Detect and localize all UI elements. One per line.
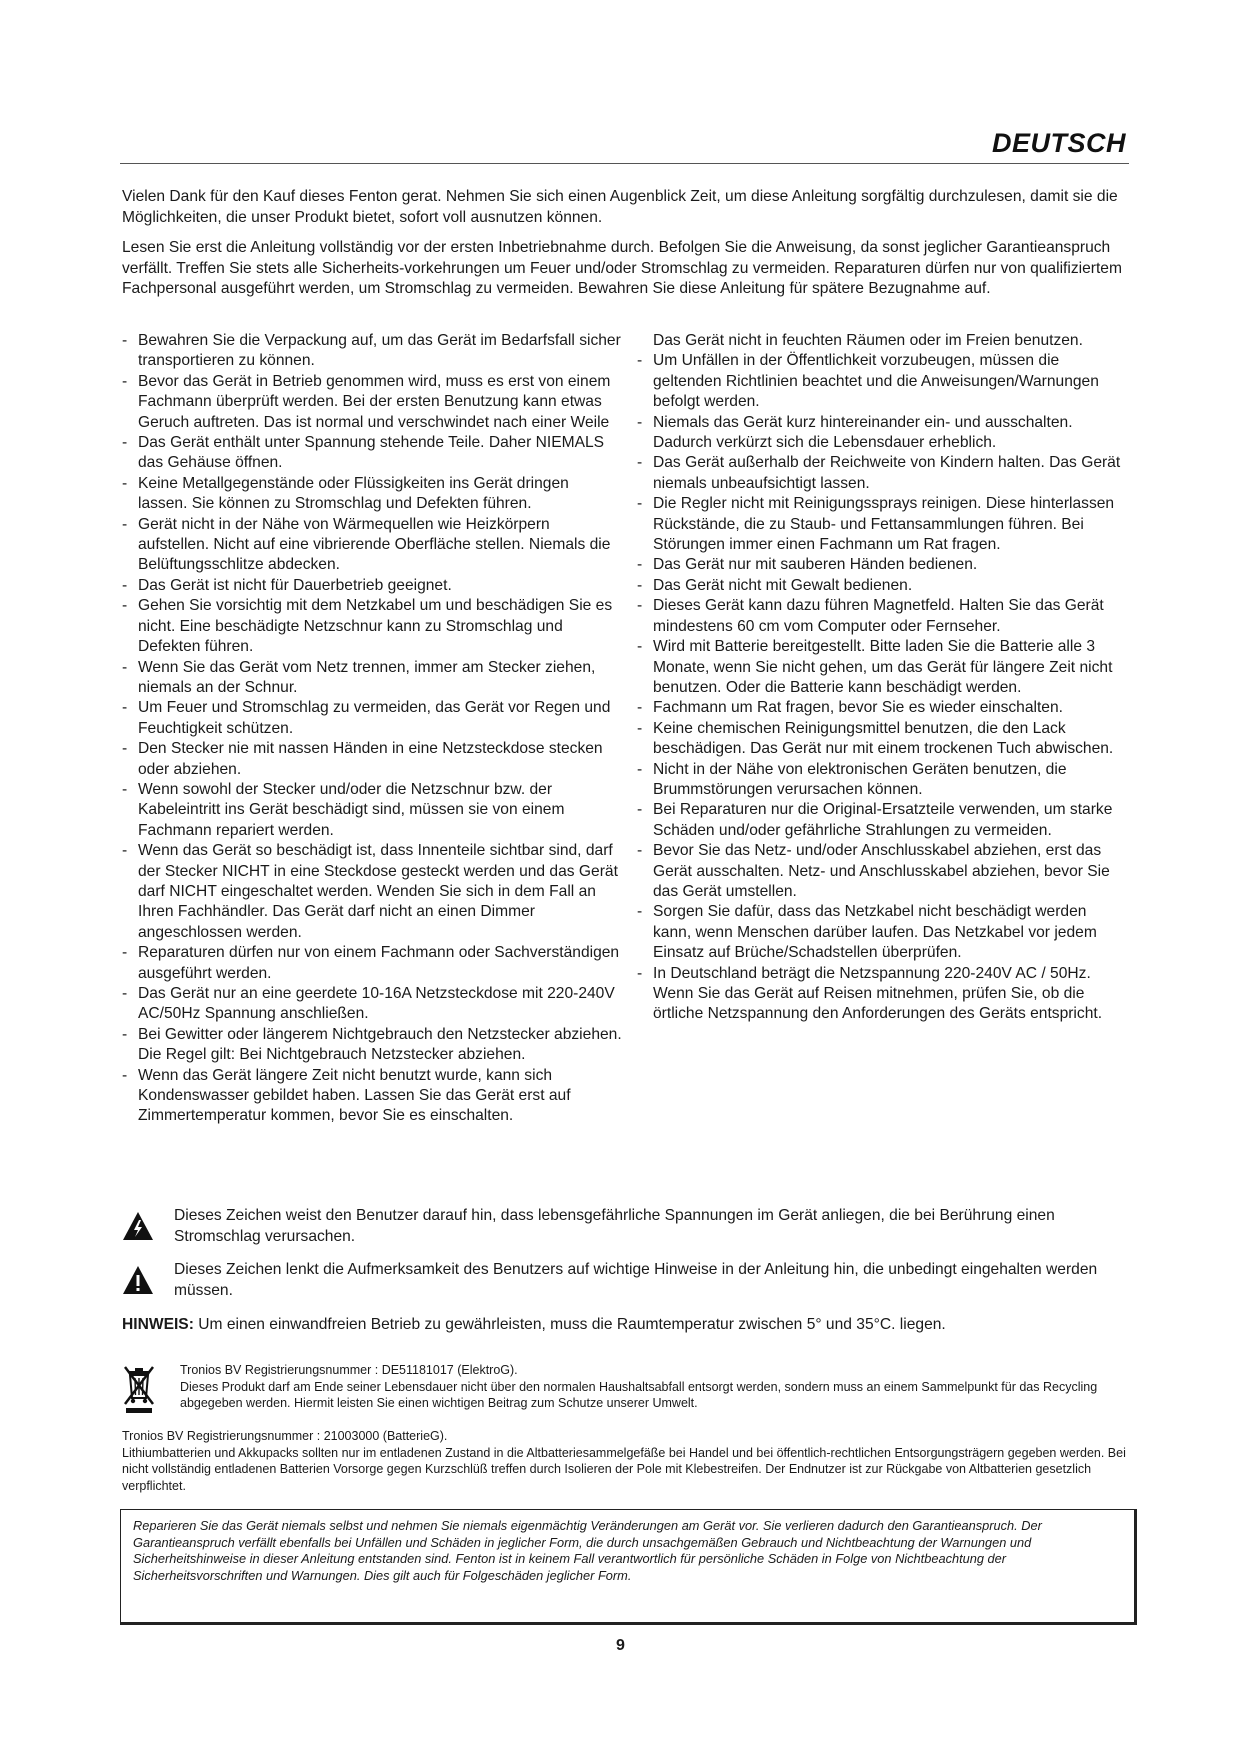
weee-text [180, 1362, 1130, 1412]
list-item: - Wenn sowohl der Stecker und/oder die Netzschnur bzw. der Kabeleintritt ins Gerät beschädigt sind, müssen sie von einem Fachmann repariert werden. [122, 780, 622, 841]
list-item: - Wird mit Batterie bereitgestellt. Bitte laden Sie die Batterie alle 3 Monate, wenn Sie nicht gehen, um das Gerät für längere Zeit nicht benutzen. Oder die Batterie kann beschädigt werden. [637, 637, 1122, 698]
list-item: - Gehen Sie vorsichtig mit dem Netzkabel um und beschädigen Sie es nicht. Eine beschädigte Netzschnur kann zu Stromschlag und Defekten führen. [122, 596, 622, 657]
list-item: - Reparaturen dürfen nur von einem Fachmann oder Sachverständigen ausgeführt werden. [122, 943, 622, 984]
battery-section [122, 1428, 1132, 1494]
list-item: - Wenn Sie das Gerät vom Netz trennen, immer am Stecker ziehen, niemals an der Schnur. [122, 658, 622, 699]
list-item: - Die Regler nicht mit Reinigungssprays reinigen. Diese hinterlassen Rückstände, die zu Staub- und Fettansammlungen führen. Bei Störungen immer einen Fachmann um Rat fragen. [637, 494, 1122, 555]
list-item: - Bevor das Gerät in Betrieb genommen wird, muss es erst von einem Fachmann überprüft werden. Bei der ersten Benutzung kann etwas Geruch auftreten. Das ist normal und verschwindet nach einer Weile [122, 372, 622, 433]
list-item: - In Deutschland beträgt die Netzspannung 220-240V AC / 50Hz. Wenn Sie das Gerät auf Reisen mitnehmen, prüfen Sie, ob die örtliche Netzspannung den Anforderungen des Geräts entspricht. [637, 964, 1122, 1025]
intro-paragraph-1: Vielen Dank für den Kauf dieses Fenton gerat. Nehmen Sie sich einen Augenblick Zeit, um diese Anleitung sorgfältig durchzulesen, damit sie die Möglichkeiten, die unser Produkt bietet, sofort voll ausnutzen können. [122, 188, 1118, 226]
list-item: - Bei Reparaturen nur die Original-Ersatzteile verwenden, um starke Schäden und/oder gefährliche Strahlungen zu vermeiden. [637, 800, 1122, 841]
weee-registration: Tronios BV Registrierungsnummer : DE51181017 (ElektroG). [180, 1363, 518, 1377]
list-item: - Wenn das Gerät so beschädigt ist, dass Innenteile sichtbar sind, darf der Stecker NICHT in eine Steckdose gesteckt werden und das Gerät darf NICHT eingeschaltet werden. Wenden Sie sich in dem Fall an Ihren Fachhändler. Das Gerät darf nicht an einen Dimmer angeschlossen werden. [122, 841, 622, 943]
list-item: - Dieses Gerät kann dazu führen Magnetfeld. Halten Sie das Gerät mindestens 60 cm vom Computer oder Fernseher. [637, 596, 1122, 637]
temperature-note [122, 1315, 1122, 1336]
disclaimer-box: Reparieren Sie das Gerät niemals selbst und nehmen Sie niemals eigenmächtig Veränderungen am Gerät vor. Sie verlieren dadurch den Garantieanspruch. Der Garantieanspruch verfällt ebenfalls bei Unfällen und Schäden in jeglicher Form, die durch unsachgemäßen Gebrauch und Nichtbeachtung der Warnungen und Sicherheitshinweise in dieser Anleitung entstanden sind. Fenton ist in keinem Fall verantwortlich für persönliche Schäden in Folge von Nichtbeachtung der Sicherheitsvorschriften und Warnungen. Dies gilt auch für Folgeschäden jeglicher Form. [120, 1509, 1137, 1625]
list-item: - Um Feuer und Stromschlag zu vermeiden, das Gerät vor Regen und Feuchtigkeit schützen. [122, 698, 622, 739]
lightning-warning-icon [122, 1210, 154, 1242]
voltage-warning-text: Dieses Zeichen weist den Benutzer darauf hin, dass lebensgefährliche Spannungen im Gerät anliegen, die bei Berührung einen Stromschlag verursachen. [174, 1207, 1055, 1245]
note-text: Um einen einwandfreien Betrieb zu gewährleisten, muss die Raumtemperatur zwischen 5° und 35°C. liegen. [193, 1316, 946, 1333]
language-heading: DEUTSCH [991, 128, 1126, 158]
list-item: - Bevor Sie das Netz- und/oder Anschlusskabel abziehen, erst das Gerät ausschalten. Netz- und Anschlusskabel abziehen, bevor Sie das Gerät umstellen. [637, 841, 1122, 902]
safety-list-right [637, 331, 1122, 1025]
list-item: - Niemals das Gerät kurz hintereinander ein- und ausschalten. Dadurch verkürzt sich die Lebensdauer erheblich. [637, 413, 1122, 454]
list-item: - Das Gerät ist nicht für Dauerbetrieb geeignet. [122, 576, 622, 596]
attention-warning-text: Dieses Zeichen lenkt die Aufmerksamkeit des Benutzers auf wichtige Hinweise in der Anleitung hin, die unbedingt eingehalten werden müssen. [174, 1261, 1098, 1299]
list-item: - Fachmann um Rat fragen, bevor Sie es wieder einschalten. [637, 698, 1122, 718]
crossed-out-bin-icon [122, 1364, 156, 1414]
page-number: 9 [616, 1637, 625, 1654]
list-item: - Keine chemischen Reinigungsmittel benutzen, die den Lack beschädigen. Das Gerät nur mit einem trockenen Tuch abwischen. [637, 719, 1122, 760]
battery-registration: Tronios BV Registrierungsnummer : 21003000 (BatterieG). [122, 1429, 448, 1443]
list-item: - Das Gerät außerhalb der Reichweite von Kindern halten. Das Gerät niemals unbeaufsichtigt lassen. [637, 453, 1122, 494]
list-item-continuation: Das Gerät nicht in feuchten Räumen oder im Freien benutzen. [653, 332, 1083, 349]
list-item: - Das Gerät nur mit sauberen Händen bedienen. [637, 555, 1122, 575]
list-item: - Nicht in der Nähe von elektronischen Geräten benutzen, die Brummstörungen verursachen können. [637, 760, 1122, 801]
battery-disposal-text: Lithiumbatterien und Akkupacks sollten nur im entladenen Zustand in die Altbatteriesammelgefäße bei Handel und bei öffentlich-rechtlichen Entsorgungsträgern gegeben werden. Bei nicht vollständig entladenen Batterien Vorsorge gegen Kurzschlüß treffen durch Isolieren der Pole mit Klebestreifen. Der Endnutzer ist zur Rückgabe von Altbatterien gesetzlich verpflichtet. [122, 1445, 1126, 1493]
list-item: - Das Gerät enthält unter Spannung stehende Teile. Daher NIEMALS das Gehäuse öffnen. [122, 433, 622, 474]
list-item: - Bei Gewitter oder längerem Nichtgebrauch den Netzstecker abziehen. Die Regel gilt: Bei Nichtgebrauch Netzstecker abziehen. [122, 1025, 622, 1066]
intro-paragraph-2: Lesen Sie erst die Anleitung vollständig vor der ersten Inbetriebnahme durch. Befolgen Sie die Anweisung, da sonst jeglicher Garantieanspruch verfällt. Treffen Sie stets alle Sicherheits-vorkehrungen um Feuer und/oder Stromschlag zu vermeiden. Reparaturen dürfen nur von qualifiziertem Fachpersonal ausgeführt werden, um Stromschlag zu vermeiden. Bewahren Sie diese Anleitung für spätere Bezugnahme auf. [122, 239, 1122, 297]
list-item: - Das Gerät nur an eine geerdete 10-16A Netzsteckdose mit 220-240V AC/50Hz Spannung anschließen. [122, 984, 622, 1025]
weee-disposal-text: Dieses Produkt darf am Ende seiner Lebensdauer nicht über den normalen Haushaltsabfall entsorgt werden, sondern muss an einem Sammelpunkt für das Recycling abgegeben werden. Hiermit leisten Sie einen wichtigen Beitrag zum Schutze unserer Umwelt. [180, 1379, 1098, 1410]
list-item: - Das Gerät nicht mit Gewalt bedienen. [637, 576, 1122, 596]
safety-list-left [122, 331, 622, 1127]
list-item: - Sorgen Sie dafür, dass das Netzkabel nicht beschädigt werden kann, wenn Menschen darüber laufen. Das Netzkabel vor jedem Einsatz auf Brüche/Schadstellen überprüfen. [637, 902, 1122, 963]
list-item: - Um Unfällen in der Öffentlichkeit vorzubeugen, müssen die geltenden Richtlinien beachtet und die Anweisungen/Warnungen befolgt werden. [637, 351, 1122, 412]
list-item: - Keine Metallgegenstände oder Flüssigkeiten ins Gerät dringen lassen. Sie können zu Stromschlag und Defekten führen. [122, 474, 622, 515]
list-item: - Bewahren Sie die Verpackung auf, um das Gerät im Bedarfsfall sicher transportieren zu können. [122, 331, 622, 372]
list-item: - Gerät nicht in der Nähe von Wärmequellen wie Heizkörpern aufstellen. Nicht auf eine vibrierende Oberfläche stellen. Niemals die Belüftungsschlitze abdecken. [122, 515, 622, 576]
list-item: - Den Stecker nie mit nassen Händen in eine Netzsteckdose stecken oder abziehen. [122, 739, 622, 780]
note-label: HINWEIS: [122, 1316, 194, 1333]
list-item: - Wenn das Gerät längere Zeit nicht benutzt wurde, kann sich Kondenswasser gebildet haben. Lassen Sie das Gerät erst auf Zimmertemperatur kommen, bevor Sie es einschalten. [122, 1066, 622, 1127]
exclamation-warning-icon [122, 1264, 154, 1296]
heading-rule [120, 163, 1129, 164]
